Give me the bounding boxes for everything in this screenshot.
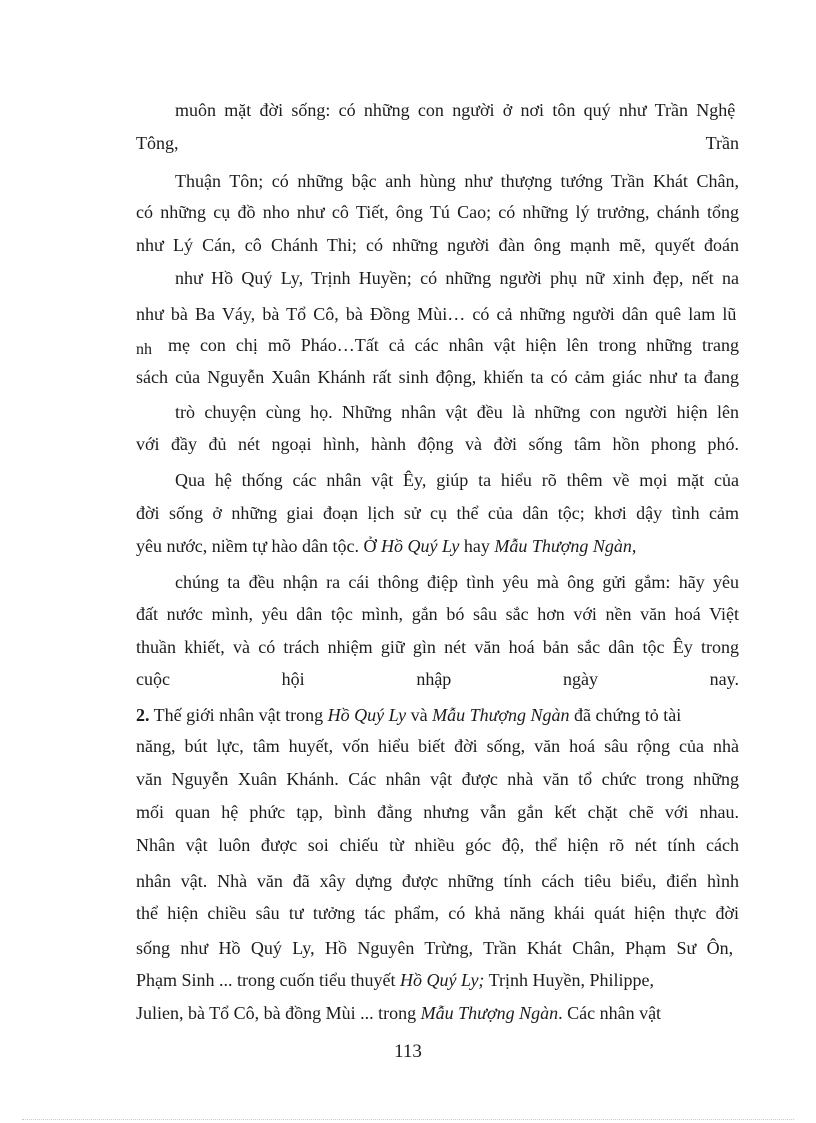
text-line: sách của Nguyễn Xuân Khánh rất sinh động, khiến ta có cảm giác như ta đang (136, 367, 739, 387)
book-title-ho-quy-ly: Hồ Quý Ly (327, 705, 407, 725)
text-line: thể hiện chiều sâu tư tưởng tác phẩm, có khả năng khái quát hiện thực đời (136, 903, 739, 923)
text-line: đời sống ở những giai đoạn lịch sử cụ thể của dân tộc; khơi dậy tình cảm (136, 503, 739, 523)
text-line: văn Nguyễn Xuân Khánh. Các nhân vật được nhà văn tổ chức trong những (136, 769, 739, 789)
text-line: như Lý Cán, cô Chánh Thi; có những người đàn ông mạnh mẽ, quyết đoán (136, 235, 739, 255)
text-line: Tông, Trần (136, 133, 739, 153)
text-line: 2. Thế giới nhân vật trong Hồ Quý Ly và Mẫu Thượng Ngàn đã chứng tỏ tài (136, 705, 682, 725)
book-title-mau-thuong-ngan: Mẫu Thượng Ngàn (420, 1003, 559, 1023)
text-line: trò chuyện cùng họ. Những nhân vật đều là những con người hiện lên (175, 402, 739, 422)
text-line: thuần khiết, và có trách nhiệm giữ gìn nét văn hoá bản sắc dân tộc Êy trong (136, 637, 739, 657)
text-line: chúng ta đều nhận ra cái thông điệp tình yêu mà ông gửi gắm: hãy yêu (175, 572, 739, 592)
book-title-mau-thuong-ngan: Mẫu Thượng Ngàn (494, 536, 632, 556)
book-title-ho-quy-ly: Hồ Quý Ly; (399, 970, 485, 990)
text-line: Thuận Tôn; có những bậc anh hùng như thượng tướng Trần Khát Chân, (175, 171, 739, 191)
text-line: với đầy đủ nét ngoại hình, hành động và đời sống tâm hồn phong phó. (136, 434, 739, 454)
text-line: yêu nước, niềm tự hào dân tộc. Ở Hồ Quý Ly hay Mẫu Thượng Ngàn, (136, 536, 637, 556)
text-line: như Hồ Quý Ly, Trịnh Huyền; có những người phụ nữ xinh đẹp, nết na (175, 268, 739, 288)
section-number: 2. (136, 705, 150, 725)
text-line: có những cụ đồ nho như cô Tiết, ông Tú Cao; có những lý trưởng, chánh tổng (136, 202, 739, 222)
page-number: 113 (394, 1041, 422, 1062)
text-line: Julien, bà Tổ Cô, bà đồng Mùi ... trong Mẫu Thượng Ngàn. Các nhân vật (136, 1003, 662, 1023)
text-line: năng, bút lực, tâm huyết, vốn hiểu biết đời sống, văn hoá sâu rộng của nhà (136, 736, 739, 756)
text-line: muôn mặt đời sống: có những con người ở nơi tôn quý như Trần Nghệ (175, 100, 736, 120)
book-title-ho-quy-ly: Hồ Quý Ly (380, 536, 460, 556)
text-line: Phạm Sinh ... trong cuốn tiểu thuyết Hồ Quý Ly; Trịnh Huyền, Philippe, (136, 970, 654, 990)
text-line: sống như Hồ Quý Ly, Hồ Nguyên Trừng, Trần Khát Chân, Phạm Sư Ôn, (136, 938, 734, 958)
text-line: nh (136, 341, 152, 358)
text-line: như bà Ba Váy, bà Tổ Cô, bà Đồng Mùi… có cả những người dân quê lam lũ (136, 304, 737, 324)
text-line: mẹ con chị mõ Pháo…Tất cả các nhân vật hiện lên trong những trang (168, 335, 739, 355)
text-line: mối quan hệ phức tạp, bình đẳng nhưng vẫn gắn kết chặt chẽ với nhau. (136, 802, 739, 822)
text-line: đất nước mình, yêu dân tộc mình, gắn bó sâu sắc hơn với nền văn hoá Việt (136, 604, 739, 624)
book-title-mau-thuong-ngan: Mẫu Thượng Ngàn (432, 705, 570, 725)
page-bottom-border (22, 1119, 794, 1120)
text-line: Nhân vật luôn được soi chiếu từ nhiều góc độ, thể hiện rõ nét tính cách (136, 835, 739, 855)
text-line: cuộc hội nhập ngày nay. (136, 669, 739, 689)
text-line: nhân vật. Nhà văn đã xây dựng được những tính cách tiêu biểu, điển hình (136, 871, 739, 891)
text-line: Qua hệ thống các nhân vật Êy, giúp ta hiểu rõ thêm về mọi mặt của (175, 470, 739, 490)
